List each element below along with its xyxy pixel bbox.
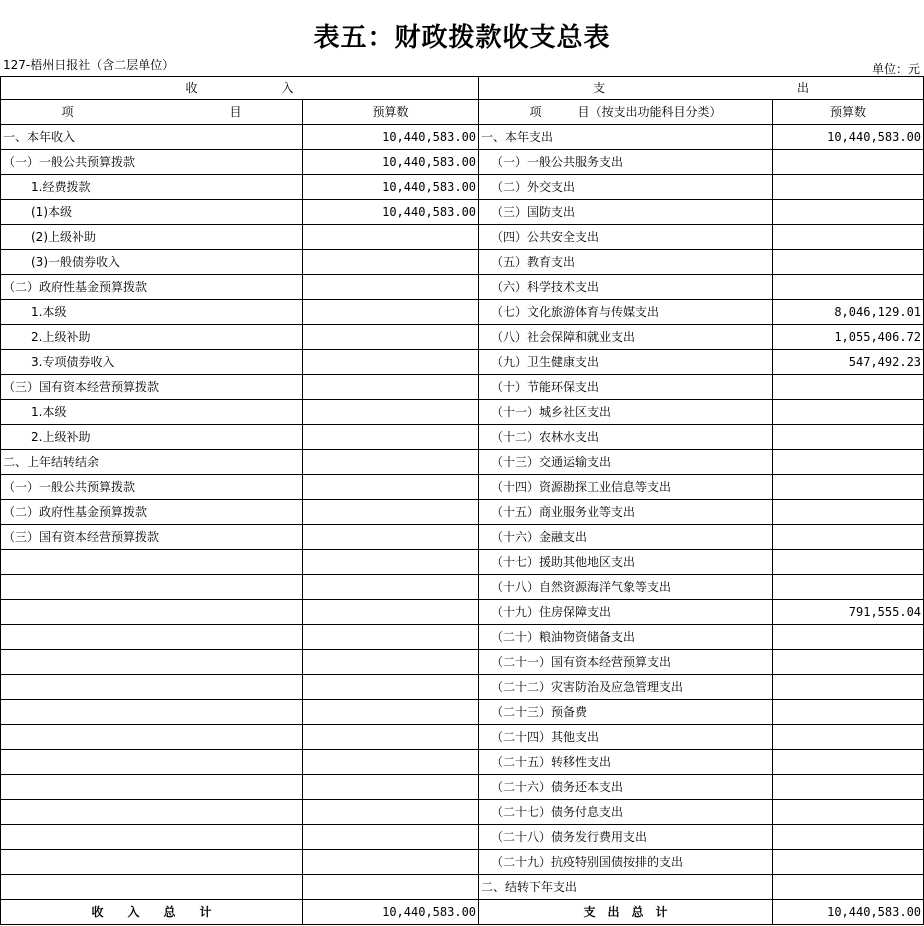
income-item-cell: 2.上级补助: [1, 425, 303, 450]
expense-value-cell: [773, 225, 924, 250]
table-row: [1, 625, 924, 650]
income-value-cell: [303, 725, 479, 750]
expense-item-cell: （二）外交支出: [479, 175, 773, 200]
total-row: [1, 900, 924, 925]
table-row: [1, 425, 924, 450]
income-item-cell: [1, 550, 303, 575]
income-item-cell: （三）国有资本经营预算拨款: [1, 375, 303, 400]
expense-value-cell: [773, 750, 924, 775]
income-item-cell: 二、上年结转结余: [1, 450, 303, 475]
income-value-cell: [303, 700, 479, 725]
income-header: 收 入: [1, 77, 479, 100]
expense-value-cell: [773, 850, 924, 875]
expense-item-cell: （十三）交通运输支出: [479, 450, 773, 475]
expense-value-cell: 8,046,129.01: [773, 300, 924, 325]
expense-value-cell: [773, 150, 924, 175]
expense-value-cell: 1,055,406.72: [773, 325, 924, 350]
income-item-cell: [1, 725, 303, 750]
table-row: [1, 325, 924, 350]
table-row: [1, 700, 924, 725]
income-item-cell: （一）一般公共预算拨款: [1, 150, 303, 175]
table-row: [1, 250, 924, 275]
income-value-cell: [303, 450, 479, 475]
expense-value-cell: [773, 700, 924, 725]
income-value-cell: [303, 675, 479, 700]
income-item-cell: [1, 775, 303, 800]
income-value-cell: [303, 425, 479, 450]
table-row: [1, 600, 924, 625]
income-item-header: 项 目: [1, 100, 303, 125]
income-item-cell: （三）国有资本经营预算拨款: [1, 525, 303, 550]
income-value-cell: [303, 250, 479, 275]
income-item-cell: [1, 700, 303, 725]
table-row: [1, 725, 924, 750]
income-value-cell: [303, 550, 479, 575]
table-row: [1, 350, 924, 375]
expense-value-cell: [773, 575, 924, 600]
expense-value-cell: [773, 825, 924, 850]
expense-value-cell: [773, 725, 924, 750]
expense-item-cell: （十四）资源勘探工业信息等支出: [479, 475, 773, 500]
expense-value-cell: [773, 200, 924, 225]
income-value-cell: [303, 850, 479, 875]
income-value-cell: [303, 500, 479, 525]
expense-item-cell: （八）社会保障和就业支出: [479, 325, 773, 350]
expense-value-cell: [773, 675, 924, 700]
expense-value-cell: [773, 625, 924, 650]
expense-item-cell: （二十七）债务付息支出: [479, 800, 773, 825]
income-value-cell: 10,440,583.00: [303, 175, 479, 200]
income-item-cell: 1.本级: [1, 400, 303, 425]
expense-value-cell: [773, 425, 924, 450]
income-value-cell: [303, 300, 479, 325]
income-item-cell: [1, 850, 303, 875]
expense-value-cell: [773, 525, 924, 550]
expense-item-cell: （二十）粮油物资储备支出: [479, 625, 773, 650]
table-row: [1, 150, 924, 175]
income-item-cell: [1, 675, 303, 700]
income-item-cell: 一、本年收入: [1, 125, 303, 150]
expense-value-cell: [773, 800, 924, 825]
table-row: [1, 775, 924, 800]
income-value-cell: [303, 475, 479, 500]
expense-item-cell: （二十二）灾害防治及应急管理支出: [479, 675, 773, 700]
table-row: [1, 525, 924, 550]
table-row: [1, 675, 924, 700]
income-value-cell: [303, 400, 479, 425]
expense-value-cell: [773, 475, 924, 500]
expense-value-cell: [773, 775, 924, 800]
income-item-cell: 2.上级补助: [1, 325, 303, 350]
income-value-cell: 10,440,583.00: [303, 125, 479, 150]
income-total-value: 10,440,583.00: [303, 900, 479, 925]
table-row: [1, 650, 924, 675]
expense-value-cell: [773, 450, 924, 475]
table-row: [1, 175, 924, 200]
table-row: [1, 275, 924, 300]
income-budget-header: 预算数: [303, 100, 479, 125]
income-value-cell: [303, 625, 479, 650]
table-row: [1, 875, 924, 900]
expense-item-header: 项 目（按支出功能科目分类）: [479, 100, 773, 125]
table-row: [1, 550, 924, 575]
table-row: [1, 475, 924, 500]
table-row: [1, 575, 924, 600]
expense-item-cell: （二十一）国有资本经营预算支出: [479, 650, 773, 675]
expense-value-cell: [773, 550, 924, 575]
income-item-cell: 3.专项债券收入: [1, 350, 303, 375]
header-row-section: [1, 77, 924, 100]
expense-total-label: 支 出 总 计: [479, 900, 773, 925]
table-row: [1, 375, 924, 400]
income-value-cell: [303, 825, 479, 850]
table-row: [1, 400, 924, 425]
income-value-cell: [303, 775, 479, 800]
income-value-cell: [303, 750, 479, 775]
expense-value-cell: [773, 650, 924, 675]
expense-value-cell: [773, 275, 924, 300]
income-item-cell: [1, 650, 303, 675]
income-item-cell: 1.经费拨款: [1, 175, 303, 200]
expense-value-cell: [773, 400, 924, 425]
expense-budget-header: 预算数: [773, 100, 924, 125]
income-item-cell: 1.本级: [1, 300, 303, 325]
income-total-label: 收 入 总 计: [1, 900, 303, 925]
expense-item-cell: （二十四）其他支出: [479, 725, 773, 750]
unit-label: 单位：元: [871, 62, 920, 76]
table-row: [1, 825, 924, 850]
income-value-cell: [303, 875, 479, 900]
expense-item-cell: （七）文化旅游体育与传媒支出: [479, 300, 773, 325]
expense-item-cell: （六）科学技术支出: [479, 275, 773, 300]
table-row: [1, 450, 924, 475]
expense-item-cell: （二十九）抗疫特别国债按排的支出: [479, 850, 773, 875]
income-item-cell: [1, 875, 303, 900]
table-row: [1, 225, 924, 250]
income-item-cell: (3)一般债券收入: [1, 250, 303, 275]
expense-value-cell: [773, 250, 924, 275]
table-row: [1, 850, 924, 875]
expense-item-cell: （十）节能环保支出: [479, 375, 773, 400]
expense-item-cell: （十六）金融支出: [479, 525, 773, 550]
expense-item-cell: （一）一般公共服务支出: [479, 150, 773, 175]
expense-item-cell: （十八）自然资源海洋气象等支出: [479, 575, 773, 600]
income-item-cell: [1, 575, 303, 600]
expense-value-cell: [773, 175, 924, 200]
income-item-cell: (1)本级: [1, 200, 303, 225]
income-value-cell: [303, 600, 479, 625]
expense-item-cell: （二十八）债务发行费用支出: [479, 825, 773, 850]
income-item-cell: (2)上级补助: [1, 225, 303, 250]
income-value-cell: 10,440,583.00: [303, 200, 479, 225]
header-row-columns: [1, 100, 924, 125]
income-item-cell: [1, 750, 303, 775]
table-row: [1, 125, 924, 150]
expense-value-cell: [773, 500, 924, 525]
income-item-cell: （二）政府性基金预算拨款: [1, 500, 303, 525]
expense-item-cell: 二、结转下年支出: [479, 875, 773, 900]
income-value-cell: [303, 375, 479, 400]
income-item-cell: [1, 825, 303, 850]
expense-item-cell: （十五）商业服务业等支出: [479, 500, 773, 525]
expense-item-cell: （九）卫生健康支出: [479, 350, 773, 375]
expense-value-cell: 547,492.23: [773, 350, 924, 375]
expense-value-cell: [773, 875, 924, 900]
expense-item-cell: 一、本年支出: [479, 125, 773, 150]
expense-item-cell: （三）国防支出: [479, 200, 773, 225]
expense-item-cell: （十九）住房保障支出: [479, 600, 773, 625]
organization-label: 127-梧州日报社（含二层单位）: [3, 58, 175, 72]
income-value-cell: [303, 325, 479, 350]
income-item-cell: （一）一般公共预算拨款: [1, 475, 303, 500]
income-item-cell: [1, 600, 303, 625]
expense-item-cell: （二十六）债务还本支出: [479, 775, 773, 800]
income-value-cell: [303, 525, 479, 550]
expense-header: 支 出: [479, 77, 924, 100]
income-value-cell: [303, 275, 479, 300]
expense-item-cell: （十七）援助其他地区支出: [479, 550, 773, 575]
expense-item-cell: （二十五）转移性支出: [479, 750, 773, 775]
expense-item-cell: （十一）城乡社区支出: [479, 400, 773, 425]
table-body: [1, 77, 924, 925]
expense-total-value: 10,440,583.00: [773, 900, 924, 925]
expense-item-cell: （四）公共安全支出: [479, 225, 773, 250]
table-row: [1, 800, 924, 825]
table-row: [1, 300, 924, 325]
table-row: [1, 750, 924, 775]
income-value-cell: [303, 350, 479, 375]
expense-item-cell: （五）教育支出: [479, 250, 773, 275]
income-value-cell: [303, 575, 479, 600]
budget-table: [0, 76, 924, 925]
income-value-cell: [303, 650, 479, 675]
income-value-cell: [303, 225, 479, 250]
expense-value-cell: 10,440,583.00: [773, 125, 924, 150]
income-item-cell: [1, 625, 303, 650]
table-row: [1, 200, 924, 225]
table-row: [1, 500, 924, 525]
page-title: 表五：财政拨款收支总表: [313, 23, 611, 53]
income-value-cell: 10,440,583.00: [303, 150, 479, 175]
expense-value-cell: [773, 375, 924, 400]
income-item-cell: （二）政府性基金预算拨款: [1, 275, 303, 300]
expense-value-cell: 791,555.04: [773, 600, 924, 625]
expense-item-cell: （十二）农林水支出: [479, 425, 773, 450]
income-value-cell: [303, 800, 479, 825]
income-item-cell: [1, 800, 303, 825]
expense-item-cell: （二十三）预备费: [479, 700, 773, 725]
